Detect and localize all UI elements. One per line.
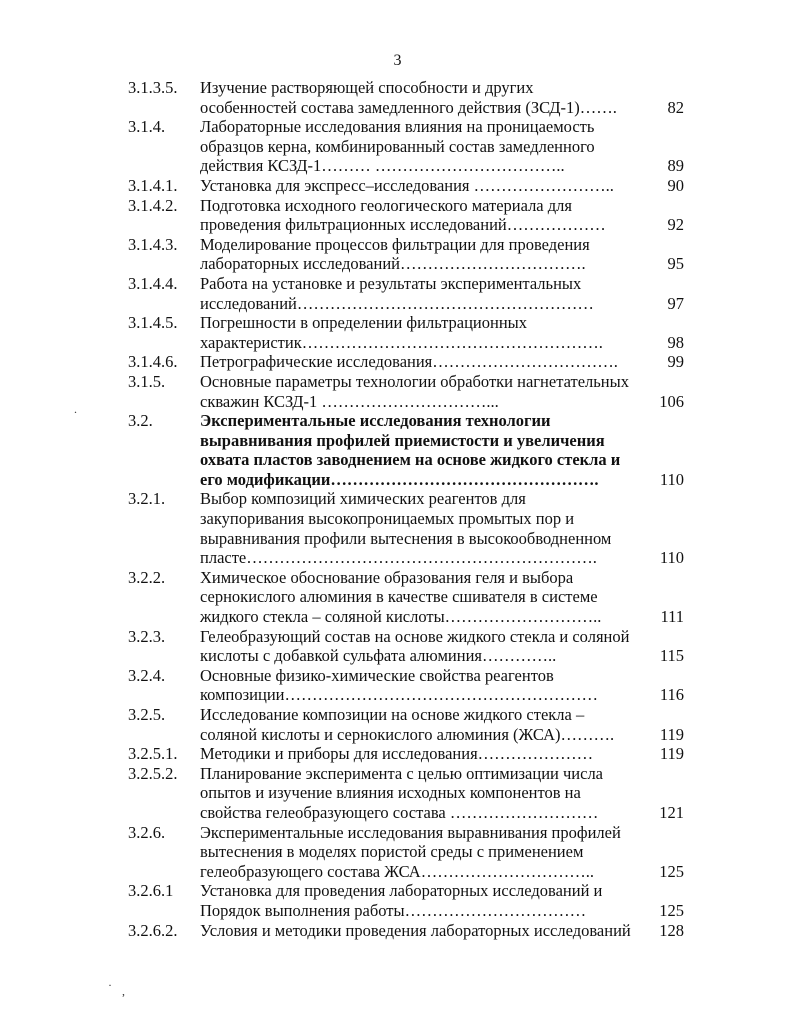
toc-entry-title: Экспериментальные исследования технологии выравнивания профилей приемистости и увеличения охвата пластов заводнением на основе жидкого стекла и его модификации…………………………………………. — [200, 411, 621, 489]
toc-entry — [128, 372, 698, 411]
toc-entry — [128, 705, 698, 744]
toc-entry — [128, 313, 698, 352]
toc-entry — [128, 744, 698, 764]
toc-entry-page: 110 — [659, 548, 684, 568]
toc-entry-title: Основные физико-химические свойства реагентов композиции………………………………………………… — [200, 665, 598, 705]
toc-entry-page: 119 — [659, 744, 684, 764]
toc-entry-number: 3.1.4. — [128, 117, 166, 137]
toc-entry-title: Основные параметры технологии обработки нагнетательных скважин КСЗД-1 …………………………... — [200, 371, 629, 411]
toc-entry — [128, 274, 698, 313]
toc-entry-number: 3.2.5.1. — [128, 744, 178, 764]
toc-entry-title: Лабораторные исследования влияния на проницаемость образцов керна, комбинированный состав замедленного действия КСЗД-1……… …………………………….. — [200, 117, 595, 176]
toc-entry-number: 3.2.6.2. — [128, 920, 178, 940]
toc-entry — [128, 823, 698, 882]
toc-entry-title: Химическое обоснование образования геля и выбора сернокислого алюминия в качестве сшивателя в системе жидкого стекла – соляной кислоты……………………….. — [200, 567, 602, 627]
toc-entry — [128, 117, 698, 176]
toc-entry-page: 116 — [659, 685, 684, 705]
toc-entry-number: 3.2.3. — [128, 626, 166, 646]
scan-speck: · — [108, 978, 112, 992]
toc-entry-title: Погрешности в определении фильтрационных характеристик………………………………………………. — [200, 313, 603, 352]
toc-entry-number: 3.1.3.5. — [128, 78, 178, 97]
toc-entry-page: 82 — [667, 97, 684, 117]
toc-entry-title: Работа на установке и результаты экспериментальных исследований……………………………………………… — [200, 273, 594, 313]
toc-entry-page: 115 — [659, 646, 684, 666]
scan-speck: . — [74, 402, 77, 416]
toc-entry — [128, 881, 698, 920]
toc-entry — [128, 196, 698, 235]
toc-entry-number: 3.2.2. — [128, 567, 166, 587]
toc-entry-page: 92 — [667, 215, 684, 235]
toc-entry-page: 125 — [659, 900, 684, 920]
toc-entry-title: Планирование эксперимента с целью оптимизации числа опытов и изучение влияния исходных компонентов на свойства гелеобразующего состава ……………………… — [200, 763, 604, 822]
toc-entry-number: 3.1.4.3. — [128, 234, 178, 254]
toc-entry-number: 3.1.4.1. — [128, 175, 178, 195]
toc-entry-page: 89 — [667, 156, 684, 176]
toc-entry-page: 98 — [667, 332, 684, 352]
toc-entry-title: Изучение растворяющей способности и других особенностей состава замедленного действия (ЗСД-1)……. — [200, 78, 617, 117]
toc-entry-title: Моделирование процессов фильтрации для проведения лабораторных исследований……………………………. — [200, 234, 590, 274]
toc-entry — [128, 489, 698, 567]
toc-entry-number: 3.1.4.6. — [128, 352, 178, 372]
toc-entry-number: 3.1.4.2. — [128, 195, 178, 215]
table-of-contents — [128, 78, 698, 946]
toc-entry-title: Установка для проведения лабораторных исследований и Порядок выполнения работы…………………………… — [200, 881, 603, 920]
toc-entry-title: Исследование композиции на основе жидкого стекла – соляной кислоты и сернокислого алюминия (ЖСА)………. — [200, 705, 615, 744]
toc-entry-number: 3.2.5. — [128, 705, 166, 724]
toc-entry-page: 90 — [667, 175, 684, 195]
toc-entry — [128, 78, 698, 117]
toc-entry-page: 99 — [667, 352, 684, 372]
toc-entry — [128, 921, 698, 941]
toc-entry-title: Методики и приборы для исследования………………… — [200, 744, 594, 764]
toc-entry-title: Установка для экспресс–исследования …………………….. — [200, 175, 614, 195]
toc-entry-number: 3.2.4. — [128, 665, 166, 685]
toc-entry-title: Экспериментальные исследования выравнивания профилей вытеснения в моделях пористой среды с применением гелеобразующего состава ЖСА………………………….. — [200, 822, 621, 881]
toc-entry-page: 111 — [660, 607, 684, 627]
toc-entry — [128, 666, 698, 705]
toc-entry-title: Петрографические исследования……………………………. — [200, 352, 618, 372]
scan-speck: , — [122, 984, 125, 998]
toc-entry-title: Подготовка исходного геологического материала для проведения фильтрационных исследований……………… — [200, 195, 606, 235]
toc-entry-number: 3.2.6.1 — [128, 881, 174, 901]
toc-entry-page: 95 — [667, 254, 684, 274]
toc-entry — [128, 627, 698, 666]
toc-entry-page: 119 — [659, 724, 684, 744]
toc-entry — [128, 352, 698, 372]
toc-entry — [128, 764, 698, 823]
toc-entry-number: 3.2. — [128, 411, 153, 431]
toc-entry-page: 110 — [659, 469, 684, 489]
toc-entry-page: 121 — [659, 802, 684, 822]
toc-entry-number: 3.1.4.4. — [128, 273, 178, 293]
toc-entry-number: 3.2.5.2. — [128, 763, 178, 783]
toc-entry — [128, 176, 698, 196]
toc-entry-number: 3.1.4.5. — [128, 313, 178, 333]
toc-entry — [128, 568, 698, 627]
toc-entry — [128, 235, 698, 274]
toc-entry-title: Условия и методики проведения лабораторных исследований — [200, 920, 631, 940]
toc-entry-number: 3.1.5. — [128, 371, 166, 391]
toc-entry-page: 106 — [659, 391, 684, 411]
page-number: 3 — [393, 52, 402, 69]
toc-entry-page: 128 — [659, 920, 684, 940]
toc-entry-title: Выбор композиций химических реагентов для закупоривания высокопроницаемых промытых пор и выравнивания профили вытеснения в высокообводненном пласте………………………………………………………. — [200, 489, 612, 568]
toc-entry-page: 97 — [667, 293, 684, 313]
toc-entry-number: 3.2.1. — [128, 489, 166, 509]
toc-entry-title: Гелеобразующий состав на основе жидкого стекла и соляной кислоты с добавкой сульфата алюминия………….. — [200, 626, 630, 666]
toc-entry — [128, 411, 698, 489]
toc-entry-page: 125 — [659, 861, 684, 881]
toc-entry-number: 3.2.6. — [128, 822, 166, 842]
